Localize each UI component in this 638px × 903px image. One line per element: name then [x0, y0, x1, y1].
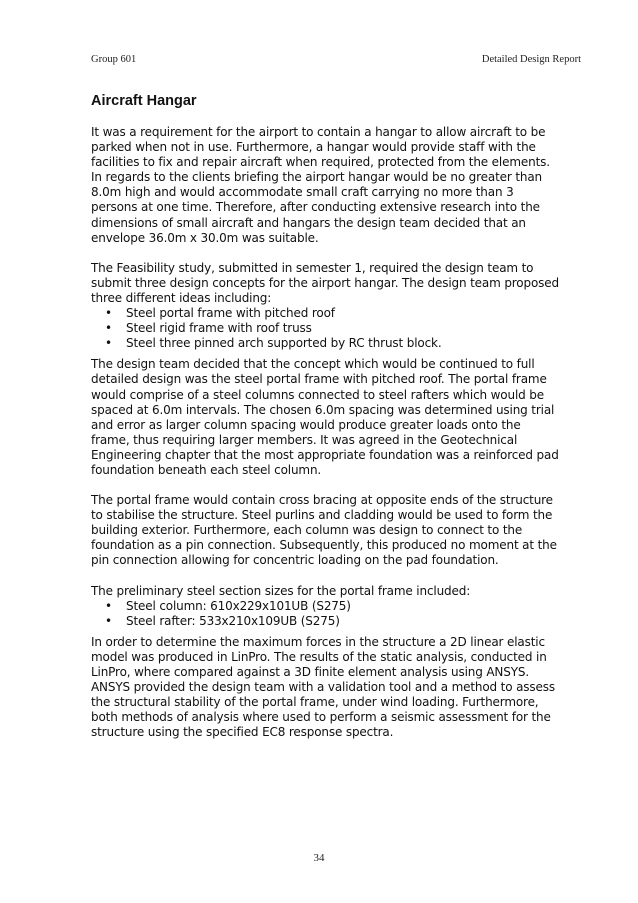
page-number: 34 — [313, 852, 325, 864]
list-item — [91, 336, 561, 351]
header-report-title: Detailed Design Report — [481, 54, 581, 65]
header-group-label: Group 601 — [91, 54, 137, 65]
paragraph-analysis: In order to determine the maximum forces in the structure a 2D linear elastic model was produced in LinPro. The results of the static analysis, conducted in LinPro, where compared against a 3D finite element analysis using ANSYS. ANSYS provided the design team with a validation tool and a method to assess the structural stability of the portal frame, under wind loading. Furthermore, both methods of analysis where used to perform a seismic assessment for the structure using the specified EC8 response spectra. — [91, 634, 555, 740]
list-item — [91, 599, 561, 614]
bullet-icon: • — [105, 613, 112, 628]
list-item — [91, 321, 561, 336]
section-heading: Aircraft Hangar — [91, 93, 197, 109]
bullet-icon: • — [105, 306, 112, 321]
list-item — [91, 614, 561, 629]
bullet-icon: • — [105, 598, 112, 613]
list-item-text: Steel rigid frame with roof truss — [126, 321, 312, 336]
paragraph-intro: It was a requirement for the airport to contain a hangar to allow aircraft to be parked when not in use. Furthermore, a hangar would provide staff with the facilities to fix and repair aircraft when required, protected from the elements. In regards to the clients briefing the airport hangar would be no greater than 8.0m high and would accommodate small craft carrying no more than 3 persons at one time. Therefore, after conducting extensive research into the dimensions of small aircraft and hangars the design team decided that an envelope 36.0m x 30.0m was suitable. — [91, 125, 550, 245]
list-item-text: Steel portal frame with pitched roof — [126, 306, 335, 321]
paragraph-bracing: The portal frame would contain cross bracing at opposite ends of the structure to stabilise the structure. Steel purlins and cladding would be used to form the building exterior. Furthermore, each column was design to connect to the foundation as a pin connection. Subsequently, this produced no moment at the pin connection allowing for concentric loading on the pad foundation. — [91, 493, 557, 568]
bullet-icon: • — [105, 336, 112, 351]
paragraph-concept-choice: The design team decided that the concept which would be continued to full detailed design was the steel portal frame with pitched roof. The portal frame would comprise of a steel columns connected to steel rafters which would be spaced at 6.0m intervals. The chosen 6.0m spacing was determined using trial and error as larger column spacing would produce greater loads onto the frame, thus requiring larger members. It was agreed in the Geotechnical Engineering chapter that the most appropriate foundation was a reinforced pad foundation beneath each steel column. — [91, 357, 559, 477]
list-item-text: Steel column: 610x229x101UB (S275) — [126, 598, 351, 613]
page-content — [91, 92, 561, 755]
concepts-list — [91, 306, 561, 351]
list-item — [91, 306, 561, 321]
paragraph-feasibility: The Feasibility study, submitted in semester 1, required the design team to submit three design concepts for the airport hangar. The design team proposed three different ideas including: — [91, 260, 559, 305]
list-item-text: Steel rafter: 533x210x109UB (S275) — [126, 613, 340, 628]
section-sizes-list — [91, 599, 561, 629]
list-item-text: Steel three pinned arch supported by RC thrust block. — [126, 336, 442, 351]
paragraph-section-sizes: The preliminary steel section sizes for the portal frame included: — [91, 583, 471, 598]
bullet-icon: • — [105, 321, 112, 336]
